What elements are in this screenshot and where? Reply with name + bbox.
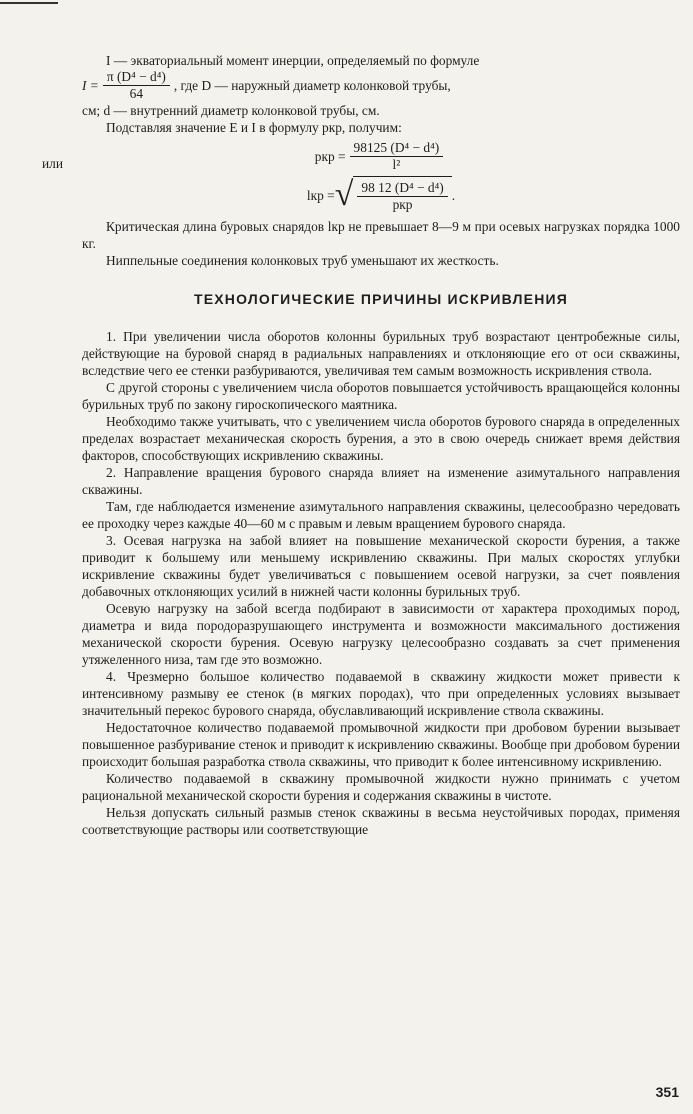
- substitute-text: Подставляя значение E и I в формулу pкр, получим:: [106, 120, 402, 135]
- critical-length-text: Критическая длина буровых снарядов lкр не превышает 8—9 м при осевых нагрузках порядка 1000 кг.: [82, 219, 680, 251]
- critical-length-end: .: [451, 187, 456, 203]
- paragraph: 3. Осевая нагрузка на забой влияет на повышение механической скорости бурения, а также приводит к большему или меньшему искривлению скважины. При малых скоростях углубки искривление скважины будет увеличиваться с повышением осевой нагрузки, за счет появления добавочных отклоняющих усилий в нижней части колонны бурильных труб.: [82, 533, 680, 599]
- critical-length-formula: [82, 176, 680, 214]
- paragraph: Количество подаваемой в скважину промывочной жидкости нужно принимать с учетом рациональной механической скорости бурения и содержания скважины в чистоте.: [82, 771, 680, 803]
- inertia-formula-lhs: I =: [82, 78, 99, 93]
- paragraph: 1. При увеличении числа оборотов колонны бурильных труб возрастают центробежные силы, действующие на буровой снаряд в радиальных направлениях и отклоняющие его от оси скважины, вследствие чего ее стенки разбуриваются, увеличивая тем самым возможность искривления ствола.: [82, 329, 680, 378]
- critical-length-lhs: lкр =: [306, 187, 335, 203]
- paragraph: Нельзя допускать сильный размыв стенок скважины в весьма неустойчивых породах, применяя соответствующие растворы или соответствующие: [82, 805, 680, 837]
- critical-load-lhs: pкр =: [314, 149, 346, 164]
- paragraph: Осевую нагрузку на забой всегда подбирают в зависимости от характера проходимых пород, диаметра и вида породоразрушающего инструмента и возможности максимального достижения механической скорости бурения. Осевую нагрузку целесообразно создавать за счет применения утяжеленного низа, там где это возможно.: [82, 601, 680, 667]
- inertia-formula-rest: , где D — наружный диаметр колонковой трубы,: [173, 78, 451, 93]
- critical-length-numerator: 98 12 (D⁴ − d⁴): [357, 180, 447, 197]
- inertia-denominator: 64: [129, 86, 144, 101]
- page-body: [42, 52, 680, 838]
- paragraph: 2. Направление вращения бурового снаряда влияет на изменение азимутального направления скважины.: [82, 465, 680, 497]
- ili-word: или: [42, 156, 64, 171]
- intro-line-3: см; d — внутренний диаметр колонковой трубы, см.: [82, 103, 380, 118]
- paragraph: Недостаточное количество подаваемой промывочной жидкости при дробовом бурении вызывает повышенное разбуривание стенок и приводит к искривлению скважины. Вообще при дробовом бурении происходит большая разработка ствола скважины, что приводит к более интенсивному искривлению.: [82, 720, 680, 769]
- paragraph: С другой стороны с увеличением числа оборотов повышается устойчивость вращающейся колонны бурильных труб по закону гироскопического маятника.: [82, 380, 680, 412]
- sqrt-symbol: [335, 176, 452, 214]
- critical-load-fraction: [350, 140, 444, 173]
- critical-load-numerator: 98125 (D⁴ − d⁴): [350, 140, 444, 157]
- section-heading: ТЕХНОЛОГИЧЕСКИЕ ПРИЧИНЫ ИСКРИВЛЕНИЯ: [193, 291, 569, 307]
- inertia-formula: [82, 69, 680, 102]
- paragraph: Там, где наблюдается изменение азимутального направления скважины, целесообразно чередовать ее проходку через каждые 40—60 м с правым и левым вращением бурового снаряда.: [82, 499, 680, 531]
- intro-line: I — экваториальный момент инерции, определяемый по формуле: [106, 53, 480, 68]
- inertia-numerator: π (D⁴ − d⁴): [103, 69, 170, 86]
- paragraph: 4. Чрезмерно большое количество подаваемой в скважину жидкости может привести к интенсивному размыву ее стенок (в мягких породах), что при определенных условиях вызывает значительный перекос бурового снаряда, обуславливающий искривление ствола скважины.: [82, 669, 680, 718]
- critical-load-denominator: l²: [392, 157, 401, 172]
- critical-length-fraction: [357, 180, 447, 213]
- inertia-fraction: [103, 69, 170, 102]
- top-rule: [0, 2, 58, 4]
- paragraph: Необходимо также учитывать, что с увеличением числа оборотов бурового снаряда в определенных пределах возрастает механическая скорость бурения, а это в свою очередь снижает время действия факторов, способствующих искривлению скважины.: [82, 414, 680, 463]
- page-number: 351: [655, 1084, 679, 1100]
- radical-sign: √: [334, 176, 354, 213]
- nipple-text: Ниппельные соединения колонковых труб уменьшают их жесткость.: [106, 253, 499, 268]
- critical-length-denominator: pкр: [392, 197, 413, 212]
